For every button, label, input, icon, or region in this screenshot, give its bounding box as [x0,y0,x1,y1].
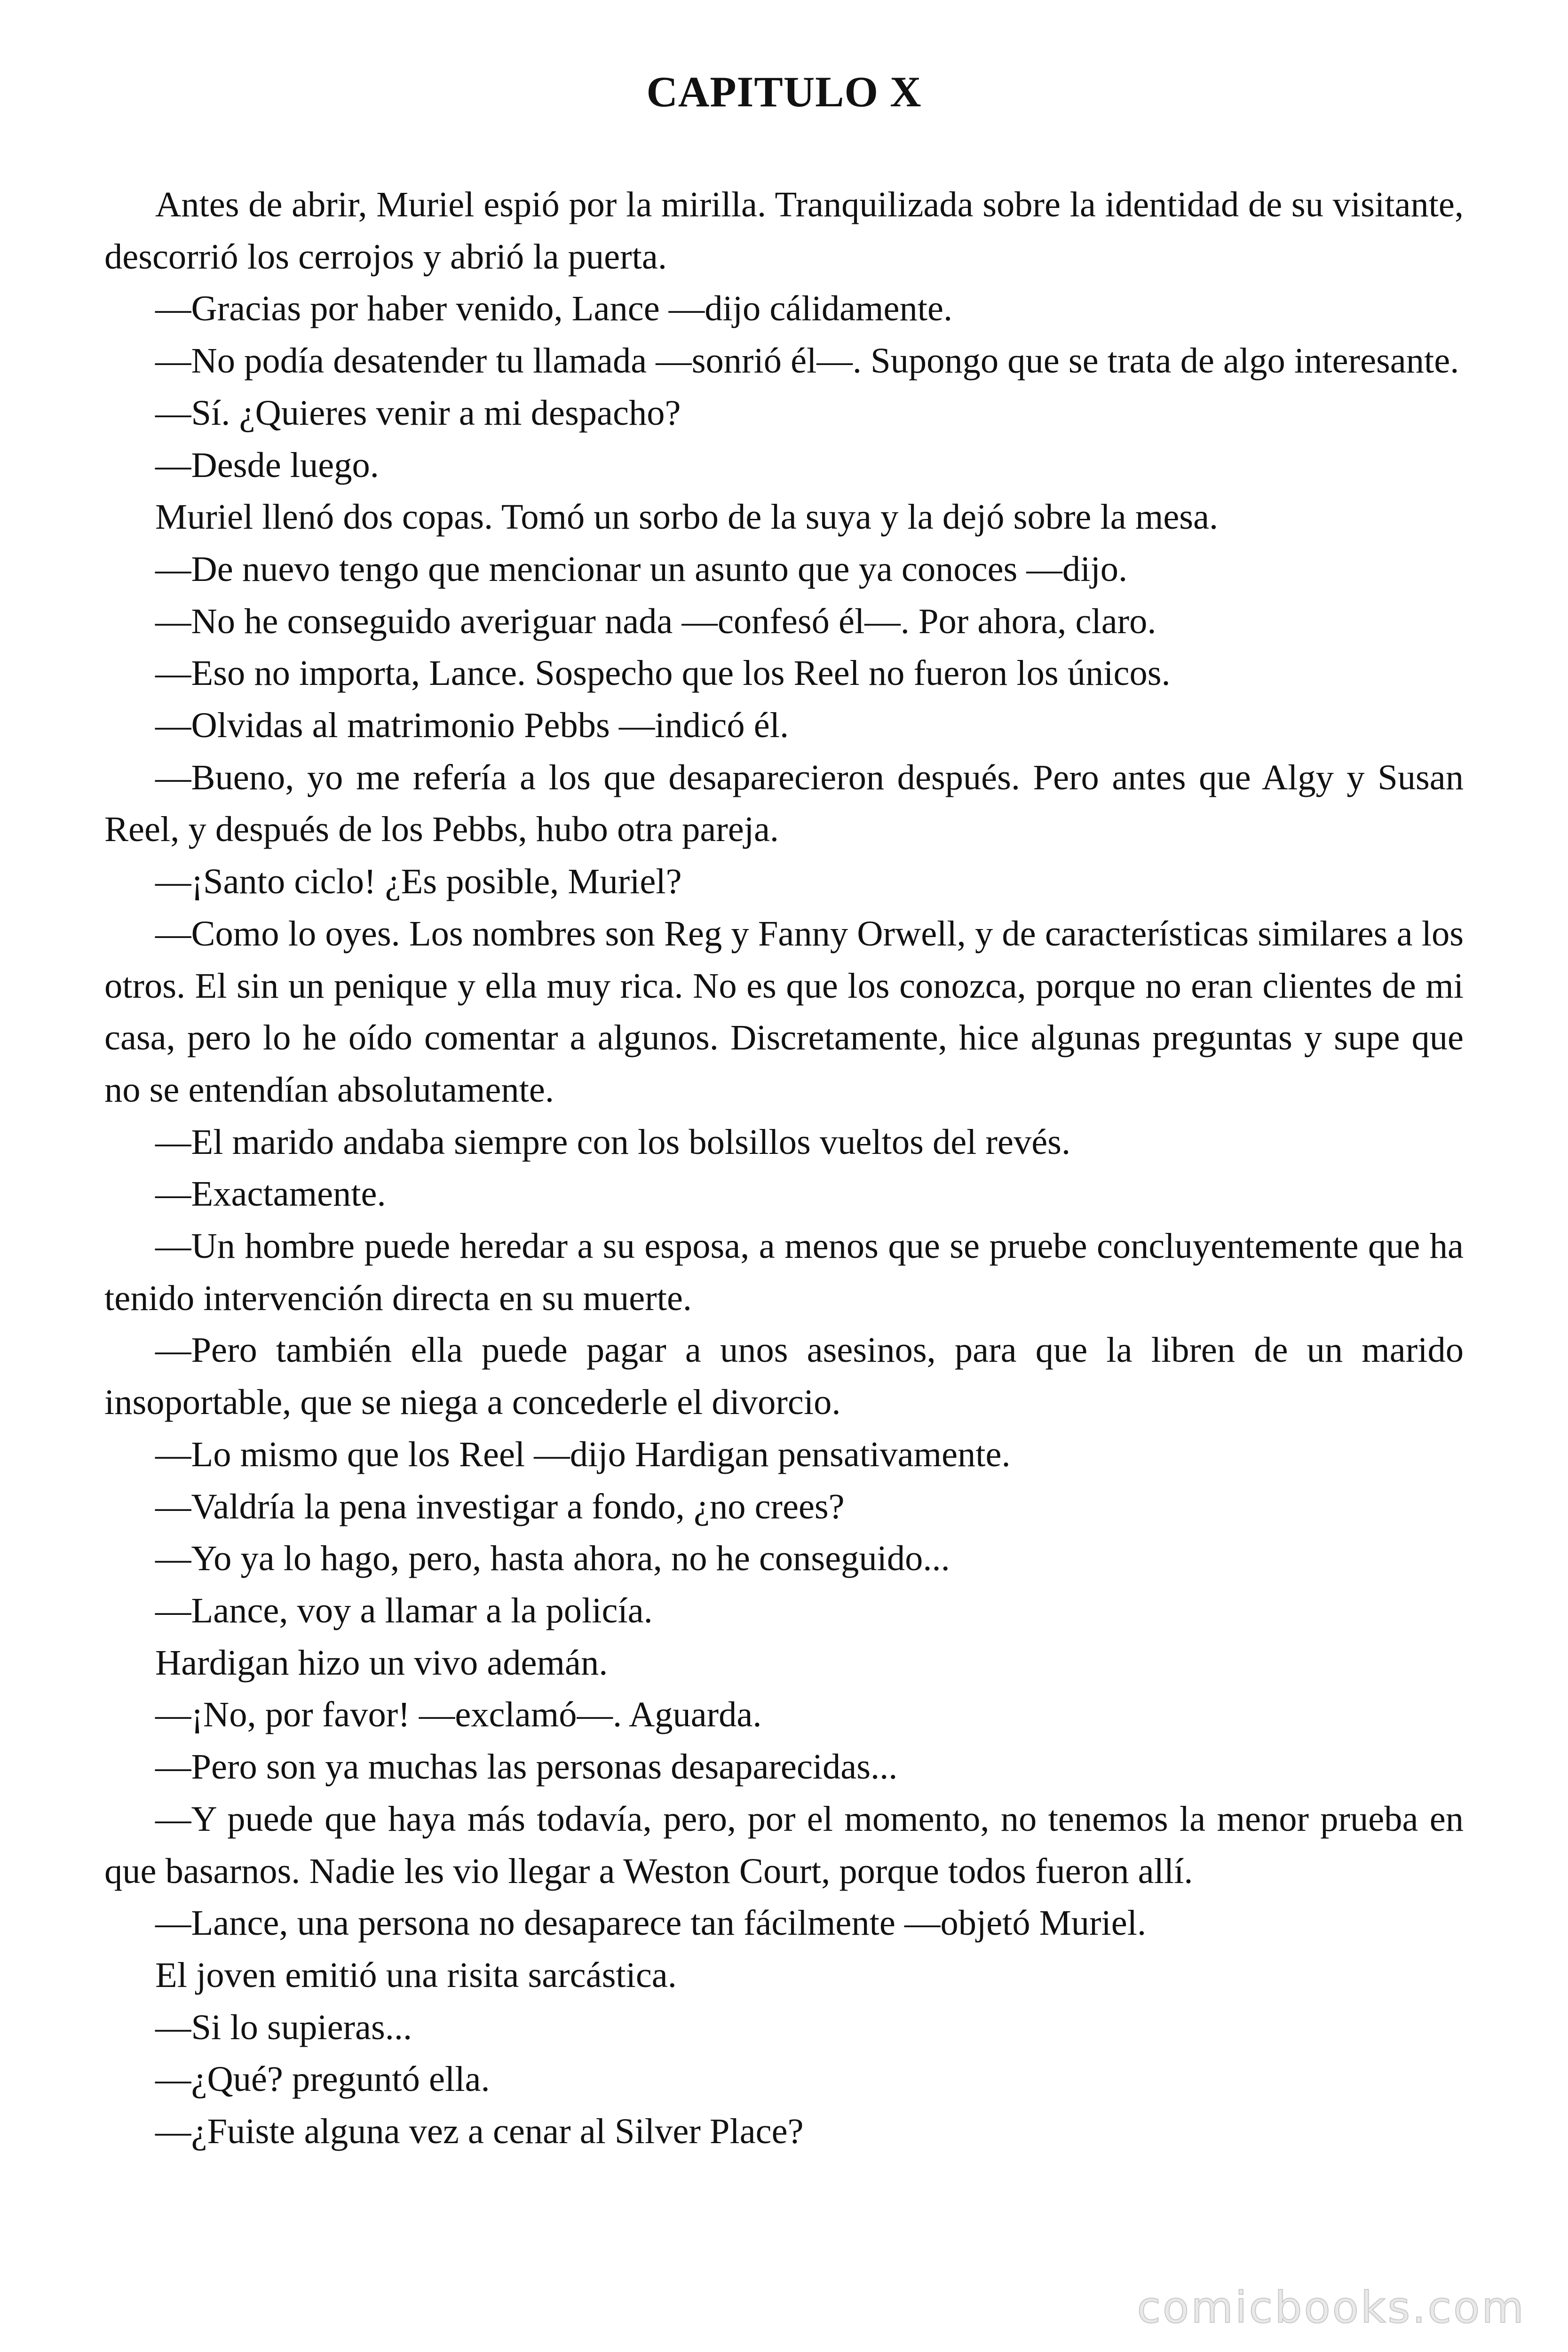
paragraph: —Bueno, yo me refería a los que desaparecieron después. Pero antes que Algy y Susan Reel, y después de los Pebbs, hubo otra pareja. [104,757,1464,850]
paragraph: El joven emitió una risita sarcástica. [155,1955,677,1995]
paragraph: —Olvidas al matrimonio Pebbs —indicó él. [155,705,789,746]
paragraph: —No podía desatender tu llamada —sonrió él—. Supongo que se trata de algo interesante. [155,341,1459,381]
paragraph: —El marido andaba siempre con los bolsillos vueltos del revés. [155,1121,1071,1162]
paragraph: —Lance, una persona no desaparece tan fácilmente —objetó Muriel. [155,1903,1147,1943]
paragraph: —Valdría la pena investigar a fondo, ¿no crees? [155,1486,845,1526]
paragraph: —¡Santo ciclo! ¿Es posible, Muriel? [155,861,682,902]
paragraph: Hardigan hizo un vivo ademán. [155,1642,608,1683]
paragraph: —Sí. ¿Quieres venir a mi despacho? [155,392,681,433]
paragraph: —Lance, voy a llamar a la policía. [155,1590,653,1630]
paragraph: —Exactamente. [155,1174,386,1214]
paragraph: Antes de abrir, Muriel espió por la mirilla. Tranquilizada sobre la identidad de su visitante, descorrió los cerrojos y abrió la puerta. [104,184,1464,277]
paragraph: —Desde luego. [155,445,379,485]
paragraph: —Eso no importa, Lance. Sospecho que los Reel no fueron los únicos. [155,653,1171,693]
chapter-body [104,179,1464,2158]
paragraph: —¿Fuiste alguna vez a cenar al Silver Place? [155,2111,804,2152]
paragraph: —Si lo supieras... [155,2007,412,2047]
paragraph: —Pero también ella puede pagar a unos asesinos, para que la libren de un marido insoportable, que se niega a concederle el divorcio. [104,1330,1464,1422]
paragraph: —Y puede que haya más todavía, pero, por el momento, no tenemos la menor prueba en que basarnos. Nadie les vio llegar a Weston Court, porque todos fueron allí. [104,1798,1464,1891]
paragraph: —Gracias por haber venido, Lance —dijo cálidamente. [155,288,953,329]
paragraph: —¿Qué? preguntó ella. [155,2059,490,2099]
paragraph: —Un hombre puede heredar a su esposa, a menos que se pruebe concluyentemente que ha tenido intervención directa en su muerte. [104,1226,1464,1318]
paragraph: —¡No, por favor! —exclamó—. Aguarda. [155,1694,762,1735]
paragraph: —Lo mismo que los Reel —dijo Hardigan pensativamente. [155,1434,1011,1474]
paragraph: —Yo ya lo hago, pero, hasta ahora, no he conseguido... [155,1538,950,1579]
paragraph: Muriel llenó dos copas. Tomó un sorbo de la suya y la dejó sobre la mesa. [155,497,1219,537]
paragraph: —De nuevo tengo que mencionar un asunto que ya conoces —dijo. [155,548,1128,589]
paragraph: —Como lo oyes. Los nombres son Reg y Fanny Orwell, y de características similares a los otros. El sin un penique y ella muy rica. No es que los conozca, porque no eran clientes de mi casa, pero lo he oído comentar a algunos. Discretamente, hice algunas preguntas y supe que no se entendían absolutamente. [104,913,1464,1110]
paragraph: —No he conseguido averiguar nada —confesó él—. Por ahora, claro. [155,601,1156,641]
watermark: comicbooks.com [1137,2282,1526,2333]
paragraph: —Pero son ya muchas las personas desaparecidas... [155,1747,898,1787]
chapter-title: CAPITULO X [646,68,922,116]
